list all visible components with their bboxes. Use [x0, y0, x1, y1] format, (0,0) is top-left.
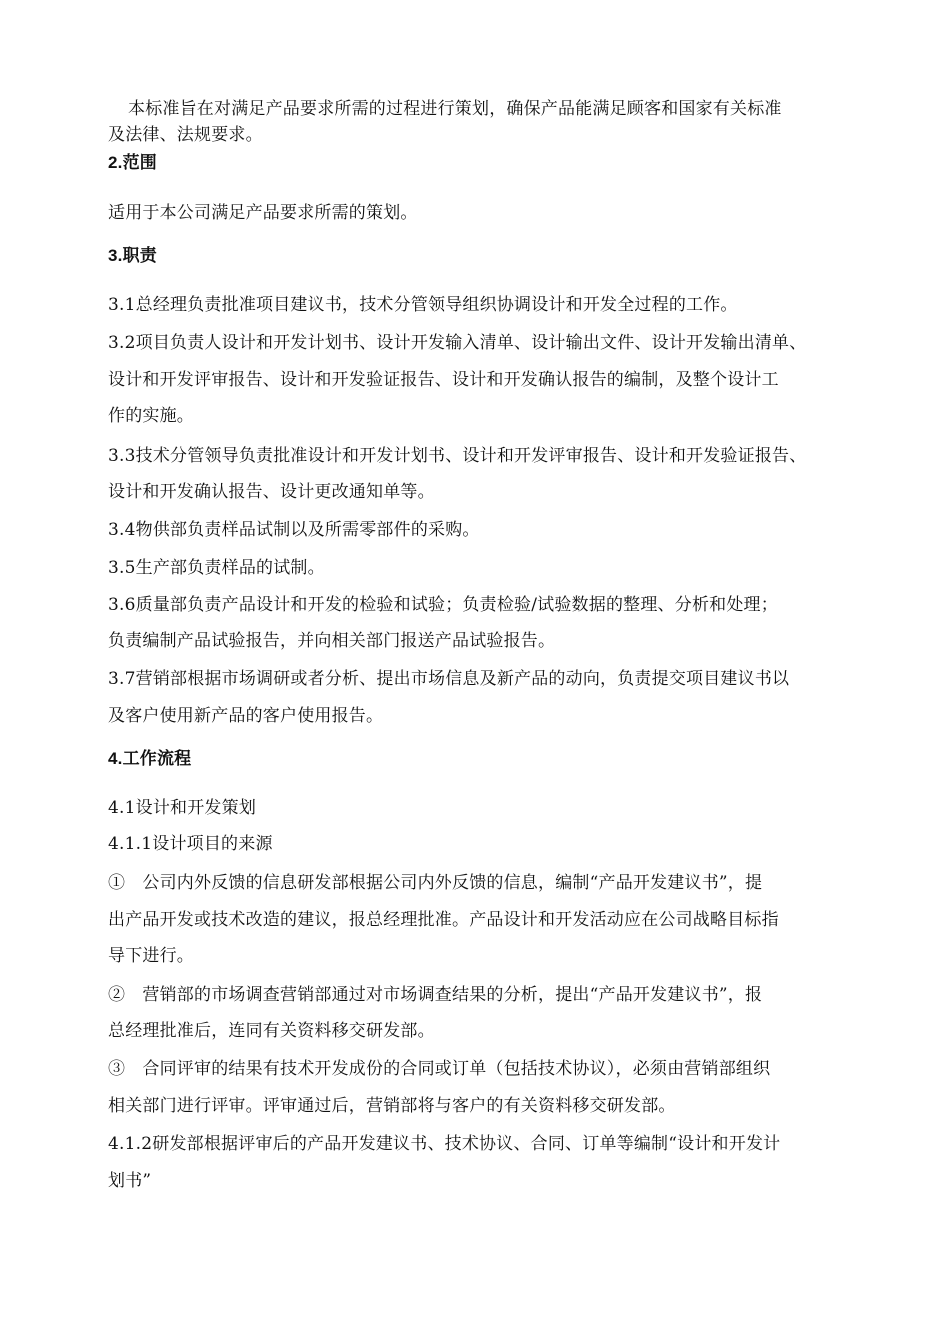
section-heading-duties: 3.职责: [108, 246, 157, 265]
workflow-4-1: 4.1设计和开发策划: [108, 798, 257, 818]
intro-line-1: 本标准旨在对满足产品要求所需的过程进行策划，确保产品能满足顾客和国家有关标准: [128, 99, 782, 119]
duty-3-7-line-2: 及客户使用新产品的客户使用报告。: [108, 706, 384, 726]
workflow-4-1-1: 4.1.1设计项目的来源: [108, 834, 273, 854]
duty-3-2-line-2: 设计和开发评审报告、设计和开发验证报告、设计和开发确认报告的编制，及整个设计工: [108, 370, 779, 390]
source-item-3-line-2: 相关部门进行评审。评审通过后，营销部将与客户的有关资料移交研发部。: [108, 1096, 676, 1116]
duty-3-3-line-2: 设计和开发确认报告、设计更改通知单等。: [108, 482, 435, 502]
section-heading-workflow: 4.工作流程: [108, 749, 192, 768]
intro-line-2: 及法律、法规要求。: [108, 125, 263, 145]
source-item-2-line-1: ② 营销部的市场调查营销部通过对市场调查结果的分析，提出“产品开发建议书”，报: [108, 985, 763, 1005]
source-item-2-line-2: 总经理批准后，连同有关资料移交研发部。: [108, 1021, 435, 1041]
source-item-3-line-1: ③ 合同评审的结果有技术开发成份的合同或订单（包括技术协议），必须由营销部组织: [108, 1059, 771, 1079]
duty-3-2-line-1: 3.2项目负责人设计和开发计划书、设计开发输入清单、设计输出文件、设计开发输出清单、: [108, 333, 807, 353]
duty-3-7-line-1: 3.7营销部根据市场调研或者分析、提出市场信息及新产品的动向，负责提交项目建议书以: [108, 669, 790, 689]
duty-3-4: 3.4物供部负责样品试制以及所需零部件的采购。: [108, 520, 480, 540]
duty-3-2-line-3: 作的实施。: [108, 406, 194, 426]
section-heading-scope: 2.范围: [108, 153, 157, 172]
duty-3-6-line-1: 3.6质量部负责产品设计和开发的检验和试验；负责检验/试验数据的整理、分析和处理；: [108, 595, 778, 615]
source-item-1-line-2: 出产品开发或技术改造的建议，报总经理批准。产品设计和开发活动应在公司战略目标指: [108, 910, 779, 930]
source-item-1-line-1: ① 公司内外反馈的信息研发部根据公司内外反馈的信息，编制“产品开发建议书”，提: [108, 873, 763, 893]
duty-3-3-line-1: 3.3技术分管领导负责批准设计和开发计划书、设计和开发评审报告、设计和开发验证报告、: [108, 446, 807, 466]
scope-text: 适用于本公司满足产品要求所需的策划。: [108, 203, 418, 223]
workflow-4-1-2-line-2: 划书”: [108, 1171, 152, 1191]
duty-3-5: 3.5生产部负责样品的试制。: [108, 558, 325, 578]
duty-3-6-line-2: 负责编制产品试验报告，并向相关部门报送产品试验报告。: [108, 631, 556, 651]
duty-3-1: 3.1总经理负责批准项目建议书，技术分管领导组织协调设计和开发全过程的工作。: [108, 295, 738, 315]
workflow-4-1-2-line-1: 4.1.2研发部根据评审后的产品开发建议书、技术协议、合同、订单等编制“设计和开发计: [108, 1134, 781, 1154]
source-item-1-line-3: 导下进行。: [108, 946, 194, 966]
